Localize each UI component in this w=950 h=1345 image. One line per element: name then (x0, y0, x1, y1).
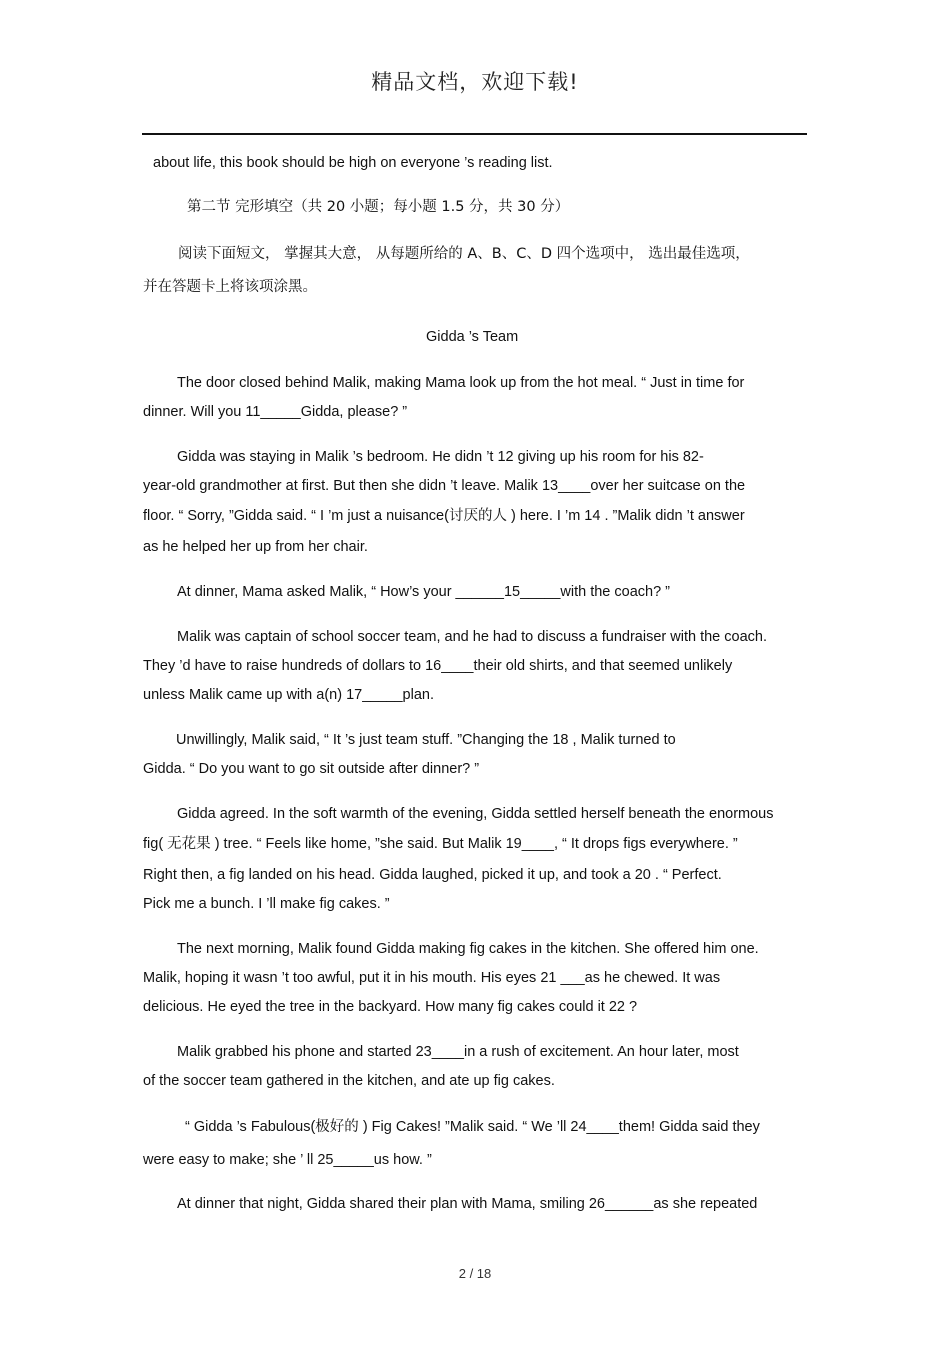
text-line: Gidda was staying in Malik ’s bedroom. He didn ’t 12 giving up his room for his 82- (177, 449, 704, 465)
text-line: fig( 无花果 ) tree. “ Feels like home, ”she said. But Malik 19____, “ It drops figs everywhere. ” (143, 836, 738, 852)
text-line: They ’d have to raise hundreds of dollars to 16____their old shirts, and that seemed unlikely (143, 658, 733, 674)
text-line: floor. “ Sorry, ”Gidda said. “ I ’m just a nuisance(讨厌的人 ) here. I ’m 14 . ”Malik didn ’t answer (143, 508, 745, 524)
text-line: Gidda agreed. In the soft warmth of the evening, Gidda settled herself beneath the enormous (177, 806, 774, 822)
text-line: At dinner that night, Gidda shared their plan with Mama, smiling 26______as she repeated (177, 1196, 758, 1212)
text-line: Malik grabbed his phone and started 23____in a rush of excitement. An hour later, most (177, 1044, 739, 1060)
text-line: The door closed behind Malik, making Mama look up from the hot meal. “ Just in time for (177, 375, 745, 391)
header-divider (142, 133, 807, 135)
document-header-title: 精品文档，欢迎下载! (371, 70, 579, 94)
text-line: Gidda. “ Do you want to go sit outside after dinner? ” (143, 761, 480, 777)
text-line: Right then, a fig landed on his head. Gidda laughed, picked it up, and took a 20 . “ Perfect. (143, 867, 722, 883)
instruction-line: 阅读下面短文， 掌握其大意， 从每题所给的 A、B、C、D 四个选项中， 选出最佳选项， (178, 246, 750, 262)
text-line: of the soccer team gathered in the kitchen, and ate up fig cakes. (143, 1073, 555, 1089)
text-line: year-old grandmother at first. But then she didn ’t leave. Malik 13____over her suitcase on the (143, 478, 746, 494)
text-line: about life, this book should be high on everyone ’s reading list. (153, 155, 553, 171)
text-line: delicious. He eyed the tree in the backyard. How many fig cakes could it 22 ? (143, 999, 638, 1015)
text-line: Pick me a bunch. I ’ll make fig cakes. ” (143, 896, 390, 912)
text-line: dinner. Will you 11_____Gidda, please? ” (143, 404, 408, 420)
text-line: Malik was captain of school soccer team, and he had to discuss a fundraiser with the coach. (177, 629, 767, 645)
text-line: as he helped her up from her chair. (143, 539, 368, 555)
text-line: were easy to make; she ’ ll 25_____us how. ” (143, 1152, 432, 1168)
text-line: At dinner, Mama asked Malik, “ How’s your ______15_____with the coach? ” (177, 584, 671, 600)
instruction-line: 并在答题卡上将该项涂黑。 (143, 279, 317, 295)
text-line: Unwillingly, Malik said, “ It ’s just team stuff. ”Changing the 18 , Malik turned to (176, 732, 676, 748)
text-line: The next morning, Malik found Gidda making fig cakes in the kitchen. She offered him one. (177, 941, 759, 957)
passage-title: Gidda ’s Team (426, 329, 519, 345)
text-line: “ Gidda ’s Fabulous(极好的 ) Fig Cakes! ”Malik said. “ We ’ll 24____them! Gidda said they (185, 1119, 760, 1135)
section-heading: 第二节 完形填空（共 20 小题；每小题 1.5 分，共 30 分） (187, 199, 570, 215)
text-line: unless Malik came up with a(n) 17_____plan. (143, 687, 434, 703)
page-number: 2 / 18 (458, 1266, 492, 1281)
text-line: Malik, hoping it wasn ’t too awful, put it in his mouth. His eyes 21 ___as he chewed. It was (143, 970, 721, 986)
